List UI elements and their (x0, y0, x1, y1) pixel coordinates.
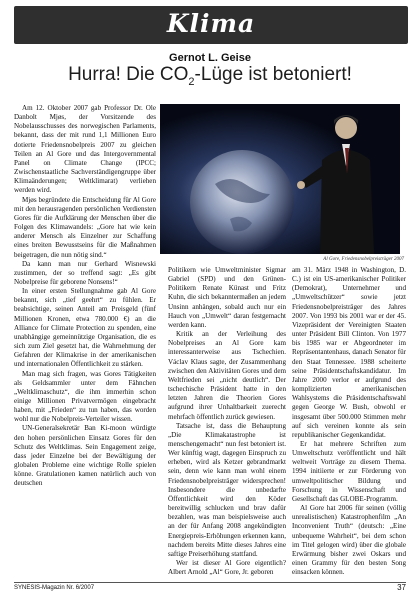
article-column-2 (168, 266, 286, 577)
paragraph: Man mag sich fragen, was Gores Tätigkeiten als Geldsammler unter dem Fähnchen „Weltklimaschutz“, die ihm immerhin schon einige Millionen Privatvermögen eingebracht haben, mit „Frieden“ zu tun haben, das worden wohl nur die Nobelpreis-Verteiler wissen. (14, 369, 156, 424)
paragraph: Er hat mehrere Schriften zum Umweltschutz veröffentlicht und hält weltweit Vorträge zu diesem Thema. 1994 initiierte er zur Förderung von umweltpolitischer Bildung und Forschung in Wissenschaft und Gesellschaft das GLOBE-Programm. (292, 439, 406, 503)
paragraph: Da kann man nur Gerhard Wisnewski zustimmen, der so treffend sagt: „Es gibt Nobelpreise für geborene Nonsens!“ (14, 259, 156, 286)
section-title: Klima (166, 9, 256, 38)
paragraph: Kritik an der Verleihung des Nobelpreises an Al Gore kam interessanterweise aus Tschechien. Václav Klaus sagte, der Zusammenhang zwischen den Aktivitäten Gores und dem Weltfrieden sei „nicht deutlich“. Der tschechische Präsident hatte in den letzten Jahren die Theorien Gores aufgrund ihrer Unhaltbarkeit zuerecht mehrfach öffentlich zurück gewiesen. (168, 330, 286, 421)
paragraph: Am 12. Oktober 2007 gab Professor Dr. Ole Danbolt Mjøs, der Vorsitzende des Nobelausschusses des norwegischen Parlaments, bekannt, dass der mit rund 1,1 Millionen Euro dotierte Friedensnobelpreis 2007 zu gleichen Teilen an Al Gore und das Intergovernmental Panel on Climate Change (IPCC; Zwischenstaatliche Sachverständigengruppe über Klimaänderungen; Weltklimarat) verliehen werden wird. (14, 104, 156, 195)
page-number: 37 (397, 583, 406, 592)
paragraph: am 31. März 1948 in Washington, D. C.) ist ein US-amerikanischer Politiker (Demokrat), Unternehmer und „Umweltschützer“ sowie jetzt Friedensnobelpreisträger des Jahres 2007. Von 1993 bis 2001 war er der 45. Vizepräsident der Vereinigten Staaten unter Präsident Bill Clinton. Von 1977 bis 1985 war er Abgeordneter im Repräsentantenhaus, danach Senator für den Staat Tennessee. 1988 scheiterte seine Präsidentschaftskandidatur. Im Jahre 2000 verlor er aufgrund des komplizierten amerikanischen Wahlsystems die Präsidentschaftswahl gegen George W. Bush, obwohl er insgesamt über 500.000 Stimmen mehr auf sich vereinen konnte als sein republikanischer Gegenkandidat. (292, 266, 406, 439)
paragraph: Tatsache ist, dass die Behauptung „Die Klimakatastrophe ist menschengemacht“ nun fest betoniert ist. Wer künftig wagt, dagegen Einspruch zu erheben, wird als Ketzer gebrandmarkt sein, denn wie kann man wohl einem Friedensnobelpreisträger widersprechen! Insbesondere die unbedarfte Öffentlichkeit wird den Köder bereitwillig schlucken und brav dafür bezahlen, was man beispielsweise auch an der für Anfang 2008 angekündigten Energiepreis-Erhöhungen erkennen kann, nachdem bereits Mitte dieses Jahres eine saftige Preiserhöhung stattfand. (168, 421, 286, 558)
article-headline (14, 64, 406, 88)
paragraph: Mjøs begründete die Entscheidung für Al Gore mit den herausragenden persönlichen Verdiensten Gores für die Aufklärung der Menschen über die Folgen des Klimawandels: „Gore hat wie kein anderer Mensch als Einzelner zur Schaffung eines breiten Bewusstseins für die Maßnahmen beigetragen, die nun nötig sind.“ (14, 195, 156, 259)
al-gore-photo (160, 104, 400, 254)
footer-rule (14, 582, 406, 583)
headline-part-2: -Lüge ist betoniert! (194, 64, 352, 85)
article-column-1 (14, 104, 156, 489)
headline-part-1: Hurra! Die CO (68, 64, 189, 85)
article-column-3 (292, 266, 406, 577)
headline-subscript: 2 (188, 75, 195, 88)
photo-caption: Al Gore, Friedensnobelpreisträger 2007 (323, 257, 404, 262)
paragraph: Wer ist dieser Al Gore eigentlich? Albert Arnold „Al“ Gore, Jr. geboren (168, 559, 286, 577)
magazine-issue: SYNESIS-Magazin Nr. 6/2007 (14, 585, 95, 591)
paragraph: In einer ersten Stellungnahme gab Al Gore bekannt, sich „tief geehrt“ zu fühlen. Er beabsichtige, seinen Anteil am Preisgeld (fünf Millionen Kronen, etwa 780.000 €) an die Alliance for Climate Protection zu spenden, eine unabhängige gemeinnützige Organisation, die es sich zum Ziel gesetzt hat, die Wahrnehmung der Gefahren der Klimakrise in der amerikanischen und internationalen Öffentlichkeit zu stärken. (14, 287, 156, 369)
article-author: Gernot L. Geise (169, 52, 251, 64)
paragraph: Al Gore hat 2006 für seinen (völlig unrealistischen) Katastrophenfilm „An Inconvenient Truth“ (deutsch: „Eine unbequeme Wahrheit“, bei dem schon im Titel gelogen wird) über die globale Erwärmung bisher zwei Oskars und einen Grammy für den besten Song einsacken können. (292, 504, 406, 577)
section-header-bar (14, 6, 408, 44)
paragraph: Politikern wie Umweltminister Sigmar Gabriel (SPD) und den Grünen-Politikern Renate Künast und Fritz Kuhn, die sich bekanntermaßen an jedem Unsinn anhängen, sobald auch nur ein Hauch von „Umwelt“ daran festgemacht werden kann. (168, 266, 286, 329)
photo-illustration (160, 104, 400, 254)
paragraph: UN-Generalsekretär Ban Ki-moon würdigte den hohen persönlichen Einsatz Gores für den Schutz des Weltklimas. Sein Engagement zeige, dass jeder Einzelne bei der Bewältigung der globalen Probleme eine wichtige Rolle spielen könne. Gratulationen kamen natürlich auch von deutschen (14, 424, 156, 488)
